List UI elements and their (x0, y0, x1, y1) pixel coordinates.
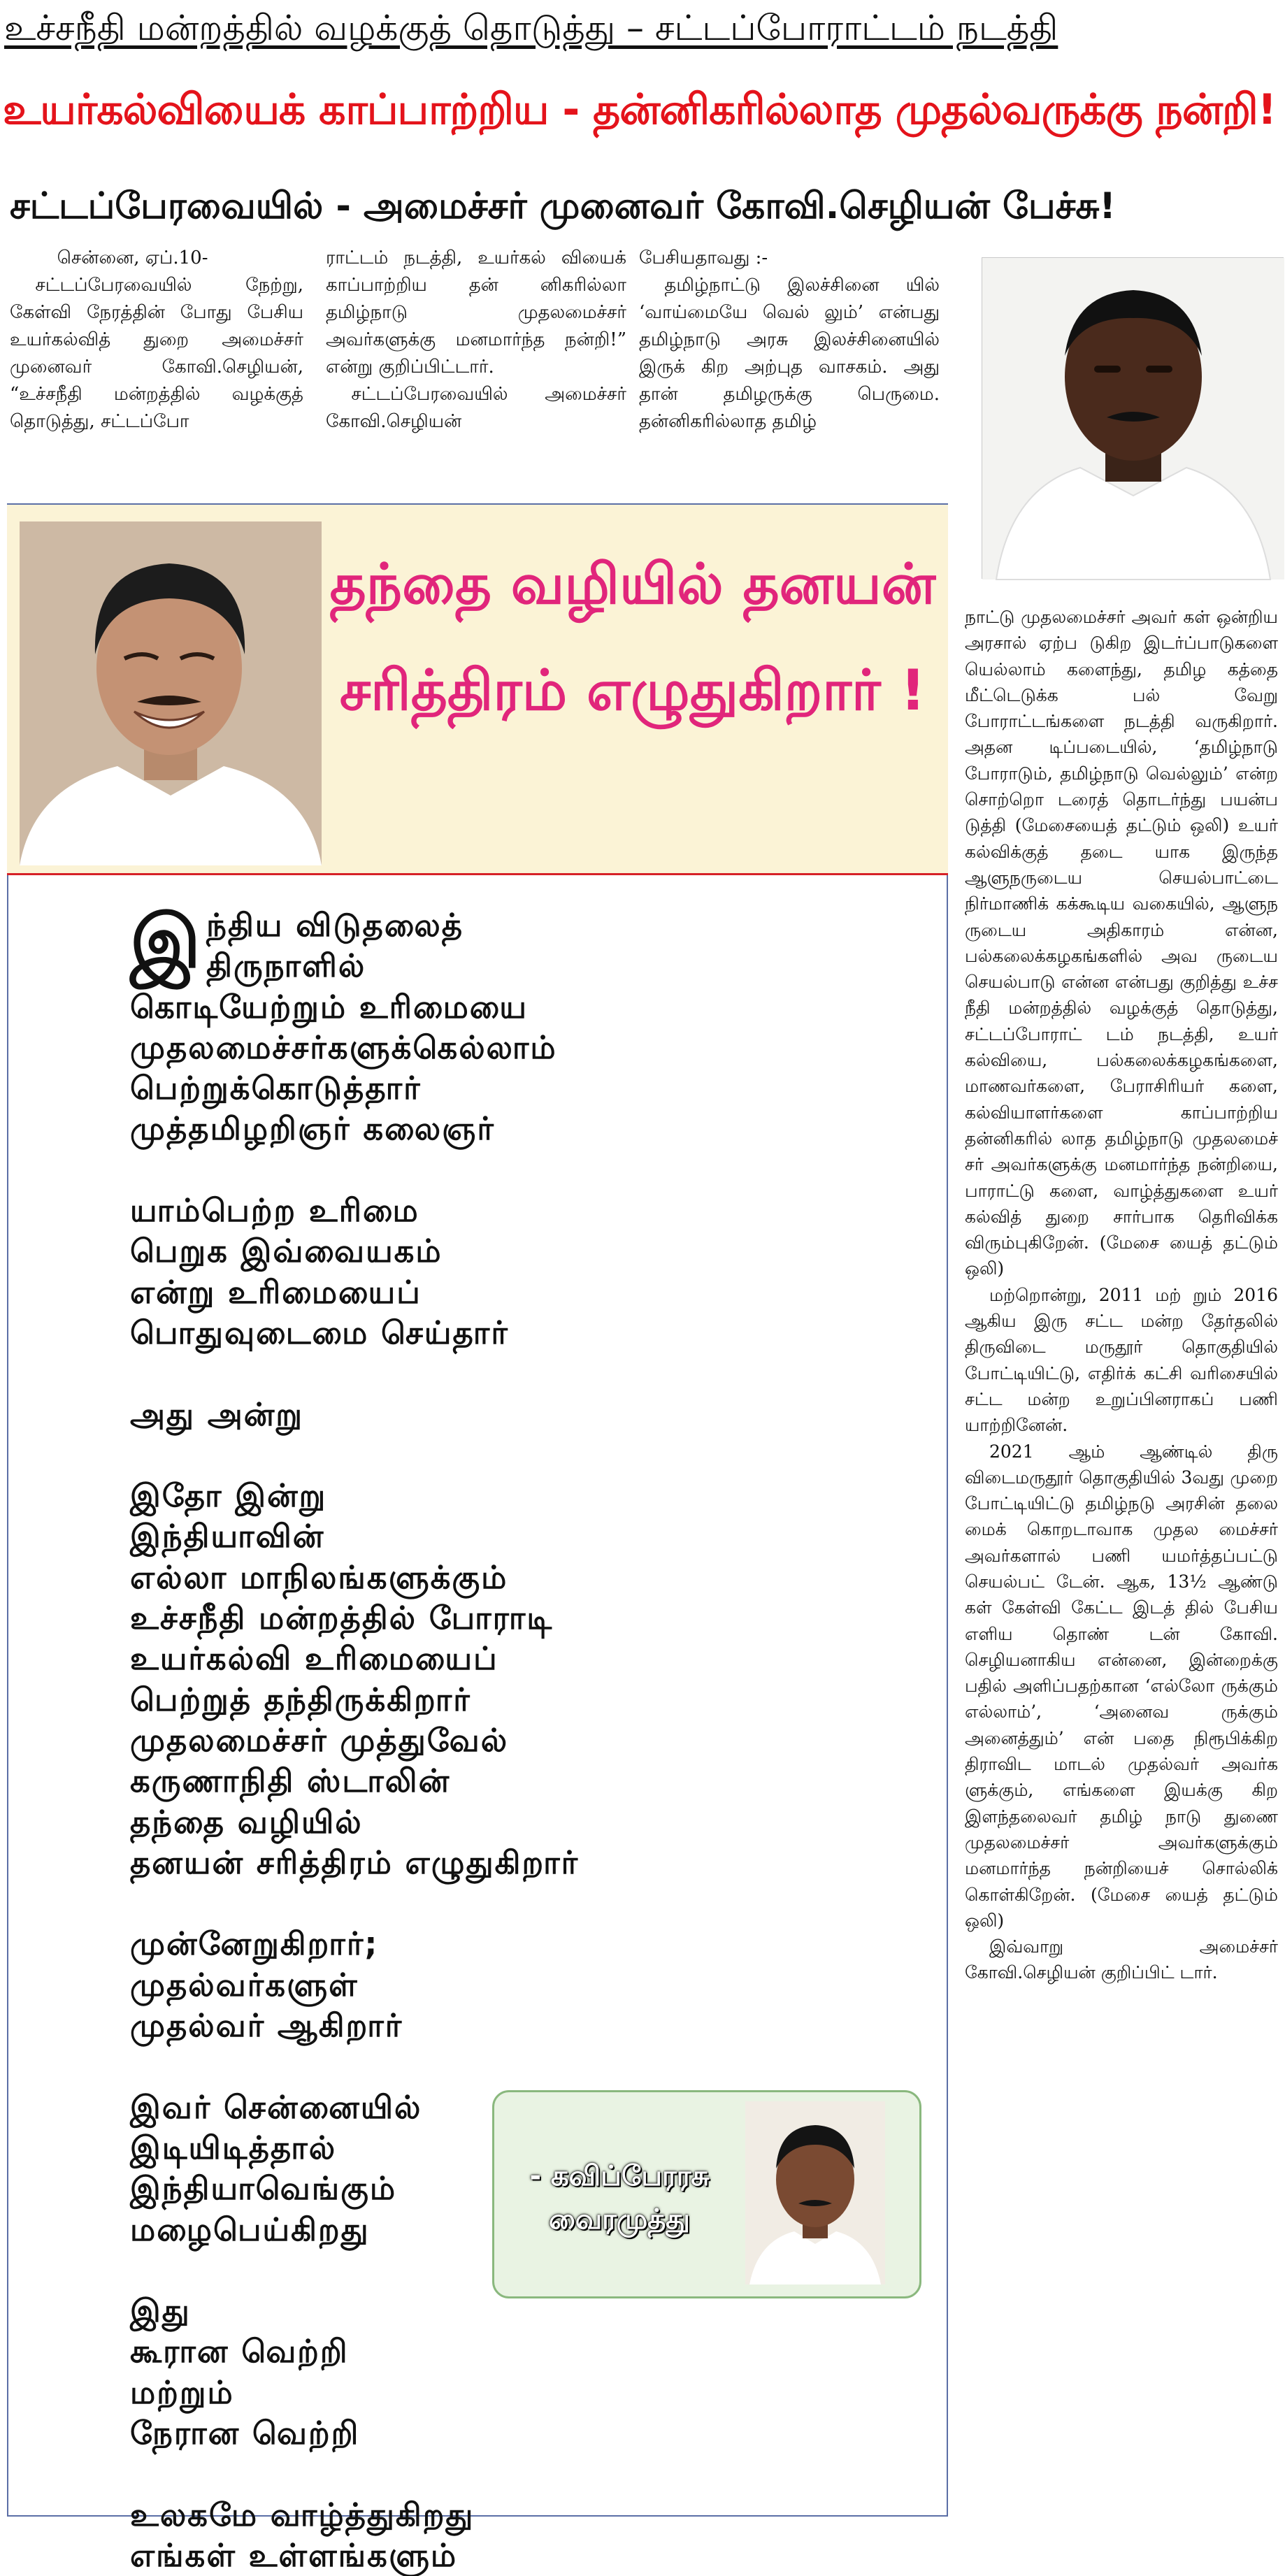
poet-title: - கவிப்பேரரசு (529, 2160, 710, 2192)
poem-stanza-break (130, 1353, 934, 1394)
subheadline: சட்டப்பேரவையில் - அமைச்சர் முனைவர் கோவி.செழியன் பேச்சு! (10, 185, 1117, 227)
poem-line: பெற்றுத் தந்திருக்கிறார் (130, 1681, 471, 1718)
article-column-4 (965, 604, 1278, 2521)
poem-line: எங்கள் உள்ளங்களும் (130, 2536, 458, 2574)
poem-line: பொதுவுடைமை செய்தார் (130, 1314, 509, 1351)
poem-line: முன்னேறுகிறார்; (130, 1925, 379, 1963)
poem-line: ந்திய விடுதலைத் (206, 907, 464, 944)
headline: உயர்கல்வியைக் காப்பாற்றிய - தன்னிகரில்லாத முதல்வருக்கு நன்றி! (3, 85, 1277, 134)
minister-portrait-photo (982, 257, 1284, 579)
poem-stanza-break (130, 2046, 934, 2087)
poem-line: தனயன் சரித்திரம் எழுதுகிறார் (130, 1843, 580, 1881)
feature-title-line-2: சரித்திரம் எழுதுகிறார் ! (339, 658, 926, 723)
poem-body (130, 987, 934, 2576)
poem-line: உலகமே வாழ்த்துகிறது (130, 2496, 475, 2533)
paragraph: பேசியதாவது :- (639, 247, 768, 268)
poem-stanza-break (130, 1883, 934, 1924)
poem-line: கொடியேற்றும் உரிமையை (130, 988, 528, 1026)
poem-line: தந்தை வழியில் (130, 1803, 363, 1841)
poem-line: இந்தியாவின் (130, 1518, 325, 1555)
article-column-3 (639, 245, 940, 496)
poem-line: முதல்வர்களுள் (130, 1966, 359, 2003)
article-column-1 (10, 245, 303, 496)
poem-line: இதோ இன்று (130, 1477, 327, 1515)
poem-line: யாம்பெற்ற உரிமை (130, 1192, 419, 1230)
paragraph: ராட்டம் நடத்தி, உயர்கல் வியைக் காப்பாற்றிய தன் னிகரில்லா தமிழ்நாடு முதலமைச்சர் அவர்களுக்கு மனமார்ந்த நன்றி!” என்று குறிப்பிட்டார். (326, 247, 626, 377)
poem-stanza-break (130, 2454, 934, 2494)
poem-line: உயர்கல்வி உரிமையைப் (130, 1640, 498, 1678)
poem-stanza-break (130, 1150, 934, 1190)
feature-title-line-1: தந்தை வழியில் தனயன் (329, 552, 936, 617)
poem (130, 899, 934, 2576)
poem-line: முதல்வர் ஆகிறார் (130, 2007, 403, 2045)
poem-line: முத்தமிழறிஞர் கலைஞர் (130, 1110, 495, 1148)
poem-line: எல்லா மாநிலங்களுக்கும் (130, 1558, 508, 1596)
poem-opening (130, 899, 934, 987)
poem-stanza-break (130, 1435, 934, 1476)
paragraph: சட்டப்பேரவையில் நேற்று, கேள்வி நேரத்தின் போது பேசிய உயர்கல்வித் துறை அமைச்சர் முனைவர் கோவி.செழியன், “உச்சநீதி மன்றத்தில் வழக்குத் தொடுத்து, சட்டப்போ (10, 275, 303, 432)
poem-line: மற்றும் (130, 2373, 234, 2411)
poet-credit (501, 2154, 738, 2241)
poem-line: என்று உரிமையைப் (130, 1273, 422, 1311)
poet-portrait-photo (745, 2101, 885, 2284)
poem-line: இவர் சென்னையில் (130, 2088, 422, 2126)
poem-line: உச்சநீதி மன்றத்தில் போராடி (130, 1599, 554, 1637)
paragraph: நாட்டு முதலமைச்சர் அவர் கள் ஒன்றிய அரசால் ஏற்ப டுகிற இடர்ப்பாடுகளை யெல்லாம் களைந்து, தமிழ கத்தை மீட்டெடுக்க பல் வேறு போராட்டங்களை நடத்தி வருகிறார். அதன டிப்படையில், ‘தமிழ்நாடு போராடும், தமிழ்நாடு வெல்லும்’ என்ற சொற்றொ டரைத் தொடர்ந்து பயன்ப டுத்தி (மேசையைத் தட்டும் ஒலி) உயர் கல்விக்குத் தடை யாக இருந்த ஆளுநருடைய செயல்பாட்டை நிர்மாணிக் கக்கூடிய வகையில், ஆளுந ருடைய அதிகாரம் என்ன, பல்கலைக்கழகங்களில் அவ ருடைய செயல்பாடு என்ன என்பது குறித்து உச்ச நீதி மன்றத்தில் வழக்குத் தொடுத்து, சட்டப்போராட் டம் நடத்தி, உயர் கல்வியை, பல்கலைக்கழகங்களை, மாணவர்களை, பேராசிரியர் களை, கல்வியாளர்களை காப்பாற்றிய தன்னிகரில் லாத தமிழ்நாடு முதலமைச் சர் அவர்களுக்கு மனமார்ந்த நன்றியை, பாராட்டு களை, வாழ்த்துகளை உயர் கல்வித் துறை சார்பாக தெரிவிக்க விரும்புகிறேன். (மேசை யைத் தட்டும் ஒலி) (965, 607, 1278, 1279)
poem-line: கருணாநிதி ஸ்டாலின் (130, 1762, 451, 1800)
paragraph: சட்டப்பேரவையில் அமைச்சர் கோவி.செழியன் (326, 384, 626, 432)
poet-name: வைரமுத்து (549, 2203, 690, 2236)
poem-line: இடியிடித்தால் (130, 2129, 337, 2166)
poem-line: நேரான வெற்றி (130, 2414, 360, 2452)
paragraph: மற்றொன்று, 2011 மற் றும் 2016 ஆகிய இரு சட்ட மன்ற தேர்தலில் திருவிடை மருதூர் தொகுதியில் போட்டியிட்டு, எதிர்க் கட்சி வரிசையில் சட்ட மன்ற உறுப்பினராகப் பணி யாற்றினேன். (965, 1284, 1278, 1436)
poem-line: முதலமைச்சர் முத்துவேல் (130, 1721, 509, 1759)
kicker-line: உச்சநீதி மன்றத்தில் வழக்குத் தொடுத்து – சட்டப்போராட்டம் நடத்தி (4, 8, 1058, 48)
poem-line: பெற்றுக்கொடுத்தார் (130, 1070, 422, 1107)
poem-line: பெறுக இவ்வையகம் (130, 1232, 443, 1270)
paragraph: 2021 ஆம் ஆண்டில் திரு விடைமருதூர் தொகுதியில் 3வது முறை போட்டியிட்டு தமிழ்நடு அரசின் தலை மைக் கொறடாவாக முதல மைச்சர் அவர்களால் பணி யமர்த்தப்பட்டு செயல்பட் டேன். ஆக, 13½ ஆண்டு கள் கேள்வி கேட்ட இடத் தில் பேசிய எளிய தொண் டன் கோவி. செழியனாகிய என்னை, இன்றைக்கு பதில் அளிப்பதற்கான ‘எல்லோ ருக்கும் எல்லாம்’, ‘அனைவ ருக்கும் அனைத்தும்’ என் பதை நிரூபிக்கிற திராவிட மாடல் முதல்வர் அவர்க ளுக்கும், எங்களை இயக்கு கிற இளந்தலைவர் தமிழ் நாடு துணை முதலமைச்சர் அவர்களுக்கும் மனமார்ந்த நன்றியைச் சொல்லிக் கொள்கிறேன். (மேசை யைத் தட்டும் ஒலி) (965, 1441, 1278, 1931)
chief-minister-portrait-photo (20, 521, 322, 865)
poem-line: திருநாளில் (206, 947, 366, 985)
poem-line: இது (130, 2292, 191, 2330)
article-column-2 (326, 245, 626, 496)
dateline: சென்னை, ஏப்.10- (57, 247, 208, 268)
paragraph: தமிழ்நாட்டு இலச்சினை யில் ‘வாய்மையே வெல் லும்’ என்பது தமிழ்நாடு அரசு இலச்சினையில் இருக் கிற அற்புத வாசகம். அது தான் தமிழருக்கு பெருமை. தன்னிகரில்லாத தமிழ் (639, 275, 940, 432)
poem-line: முதலமைச்சர்களுக்கெல்லாம் (130, 1028, 557, 1066)
poem-line: அது அன்று (130, 1395, 303, 1433)
minister-portrait-icon (982, 258, 1284, 580)
poem-line: மழைபெய்கிறது (130, 2210, 370, 2248)
poem-dropcap: இ (130, 899, 203, 984)
chief-minister-portrait-icon (20, 521, 322, 865)
paragraph: இவ்வாறு அமைச்சர் கோவி.செழியன் குறிப்பிட் டார். (965, 1936, 1278, 1983)
feature-title (329, 531, 937, 744)
poem-line: கூரான வெற்றி (130, 2333, 349, 2370)
poem-line: இந்தியாவெங்கும் (130, 2170, 397, 2208)
poet-portrait-icon (745, 2101, 885, 2284)
